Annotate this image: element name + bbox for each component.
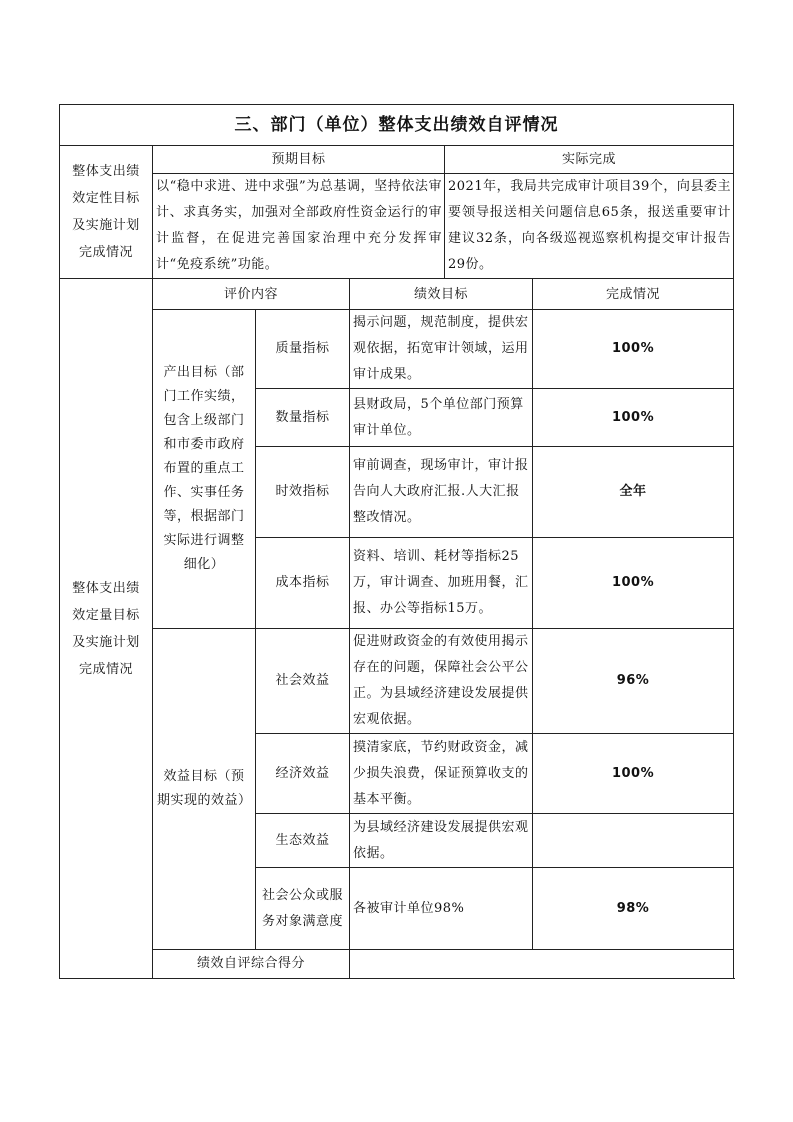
score-label: 绩效自评综合得分 bbox=[153, 950, 350, 979]
indicator-status: 98% bbox=[533, 868, 734, 950]
expected-goal-header: 预期目标 bbox=[153, 146, 445, 174]
performance-table bbox=[59, 104, 734, 979]
score-value bbox=[350, 950, 734, 979]
indicator-name: 成本指标 bbox=[256, 538, 350, 629]
indicator-name: 数量指标 bbox=[256, 389, 350, 447]
indicator-name: 时效指标 bbox=[256, 447, 350, 538]
benefit-category: 效益目标（预期实现的效益） bbox=[153, 629, 256, 950]
completion-status-header: 完成情况 bbox=[533, 279, 734, 310]
indicator-target: 促进财政资金的有效使用揭示存在的问题，保障社会公平公正。为县域经济建设发展提供宏观依据。 bbox=[350, 629, 533, 734]
expected-goal-text: 以“稳中求进、进中求强”为总基调，坚持依法审计、求真务实，加强对全部政府性资金运行的审计监督，在促进完善国家治理中充分发挥审计“免疫系统”功能。 bbox=[153, 174, 445, 279]
indicator-target: 摸清家底，节约财政资金，减少损失浪费，保证预算收支的基本平衡。 bbox=[350, 734, 533, 814]
indicator-name: 社会公众或服务对象满意度 bbox=[256, 868, 350, 950]
indicator-status: 100% bbox=[533, 310, 734, 389]
quantitative-label: 整体支出绩效定量目标及实施计划完成情况 bbox=[60, 279, 153, 979]
indicator-name: 质量指标 bbox=[256, 310, 350, 389]
performance-target-header: 绩效目标 bbox=[350, 279, 533, 310]
indicator-target: 资料、培训、耗材等指标25万，审计调查、加班用餐，汇报、办公等指标15万。 bbox=[350, 538, 533, 629]
table-row bbox=[60, 629, 734, 734]
indicator-target: 各被审计单位98% bbox=[350, 868, 533, 950]
indicator-status: 100% bbox=[533, 389, 734, 447]
actual-completion-text: 2021年，我局共完成审计项目39个，向县委主要领导报送相关问题信息65条，报送重要审计建议32条，向各级巡视巡察机构提交审计报告29份。 bbox=[445, 174, 734, 279]
indicator-target: 县财政局，5个单位部门预算审计单位。 bbox=[350, 389, 533, 447]
indicator-name: 经济效益 bbox=[256, 734, 350, 814]
indicator-status: 96% bbox=[533, 629, 734, 734]
indicator-target: 为县域经济建设发展提供宏观依据。 bbox=[350, 814, 533, 868]
section-title: 三、部门（单位）整体支出绩效自评情况 bbox=[60, 105, 734, 146]
indicator-target: 揭示问题，规范制度，提供宏观依据，拓宽审计领域，运用审计成果。 bbox=[350, 310, 533, 389]
indicator-status: 100% bbox=[533, 734, 734, 814]
indicator-status: 100% bbox=[533, 538, 734, 629]
indicator-name: 生态效益 bbox=[256, 814, 350, 868]
table-row bbox=[60, 310, 734, 389]
indicator-target: 审前调查，现场审计，审计报告向人大政府汇报.人大汇报整改情况。 bbox=[350, 447, 533, 538]
indicator-status: 全年 bbox=[533, 447, 734, 538]
evaluation-content-header: 评价内容 bbox=[153, 279, 350, 310]
output-category: 产出目标（部门工作实绩，包含上级部门和市委市政府布置的重点工作、实事任务等，根据部门实际进行调整细化） bbox=[153, 310, 256, 629]
indicator-status bbox=[533, 814, 734, 868]
actual-completion-header: 实际完成 bbox=[445, 146, 734, 174]
self-evaluation-section bbox=[59, 104, 733, 979]
qualitative-label: 整体支出绩效定性目标及实施计划完成情况 bbox=[60, 146, 153, 279]
indicator-name: 社会效益 bbox=[256, 629, 350, 734]
